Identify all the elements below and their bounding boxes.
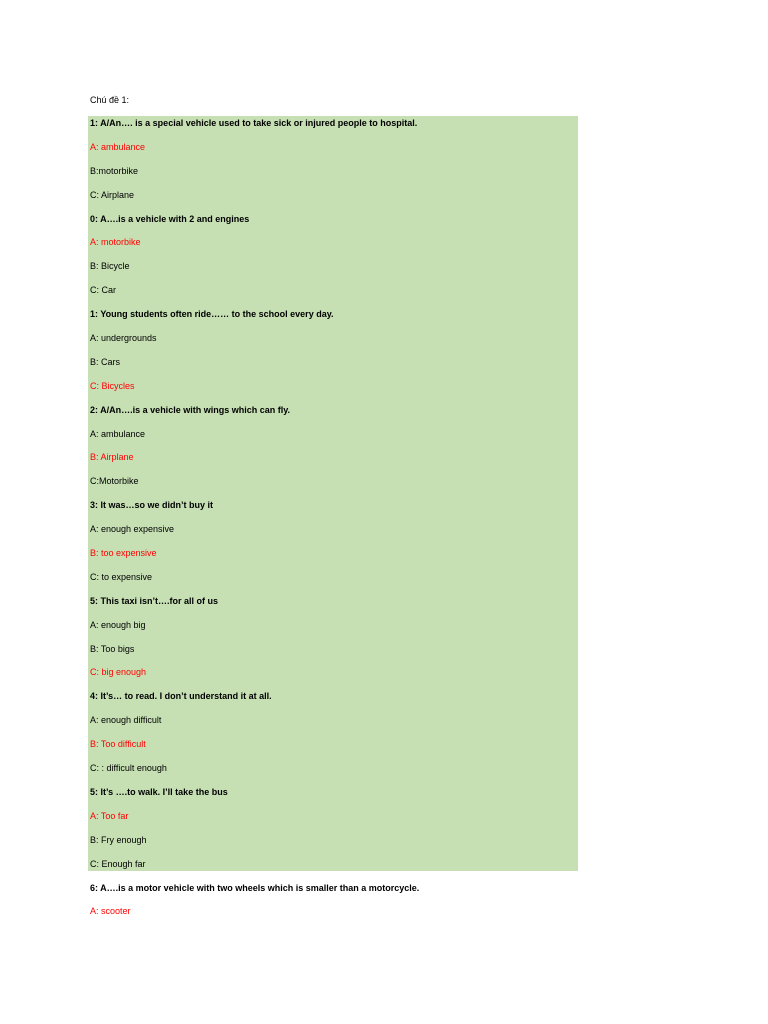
answer-option: A: enough expensive	[90, 524, 175, 535]
correct-answer: C: big enough	[90, 667, 147, 678]
answer-option: B:motorbike	[90, 165, 139, 176]
answer-option: C: to expensive	[90, 571, 153, 582]
question-text: 0: A….is a vehicle with 2 and engines	[90, 213, 250, 224]
correct-answer: A: motorbike	[90, 237, 141, 248]
correct-answer: B: Airplane	[90, 452, 134, 463]
question-text: 1: Young students often ride…… to the school every day.	[90, 309, 334, 320]
question-list	[90, 115, 690, 927]
question-text: 6: A….is a motor vehicle with two wheels which is smaller than a motorcycle.	[90, 882, 420, 893]
answer-option: B: Bicycle	[90, 261, 130, 272]
answer-option: C: Airplane	[90, 189, 135, 200]
question-text: 5: It’s ….to walk. I’ll take the bus	[90, 786, 228, 797]
correct-answer: A: scooter	[90, 906, 131, 917]
answer-option: C: Car	[90, 285, 117, 296]
answer-option: A: ambulance	[90, 428, 146, 439]
answer-option: C: Enough far	[90, 858, 146, 869]
correct-answer: B: too expensive	[90, 548, 157, 559]
answer-option: B: Cars	[90, 356, 121, 367]
answer-option: B: Fry enough	[90, 834, 147, 845]
answer-option: C:Motorbike	[90, 476, 139, 487]
question-text: 3: It was…so we didn’t buy it	[90, 500, 214, 511]
answer-option: A: enough difficult	[90, 715, 162, 726]
answer-option: B: Too bigs	[90, 643, 135, 654]
answer-option: C: : difficult enough	[90, 763, 167, 774]
answer-option: A: undergrounds	[90, 333, 157, 344]
correct-answer: C: Bicycles	[90, 380, 135, 391]
correct-answer: A: ambulance	[90, 141, 146, 152]
question-text: 2: A/An….is a vehicle with wings which can fly.	[90, 404, 291, 415]
question-text: 1: A/An…. is a special vehicle used to take sick or injured people to hospital.	[90, 118, 418, 128]
correct-answer: A: Too far	[90, 810, 129, 821]
document-heading: Chú đề 1:	[90, 95, 130, 105]
question-text: 5: This taxi isn’t….for all of us	[90, 595, 219, 606]
question-text: 4: It’s… to read. I don’t understand it at all.	[90, 691, 272, 702]
answer-option: A: enough big	[90, 619, 146, 630]
correct-answer: B: Too difficult	[90, 739, 146, 750]
